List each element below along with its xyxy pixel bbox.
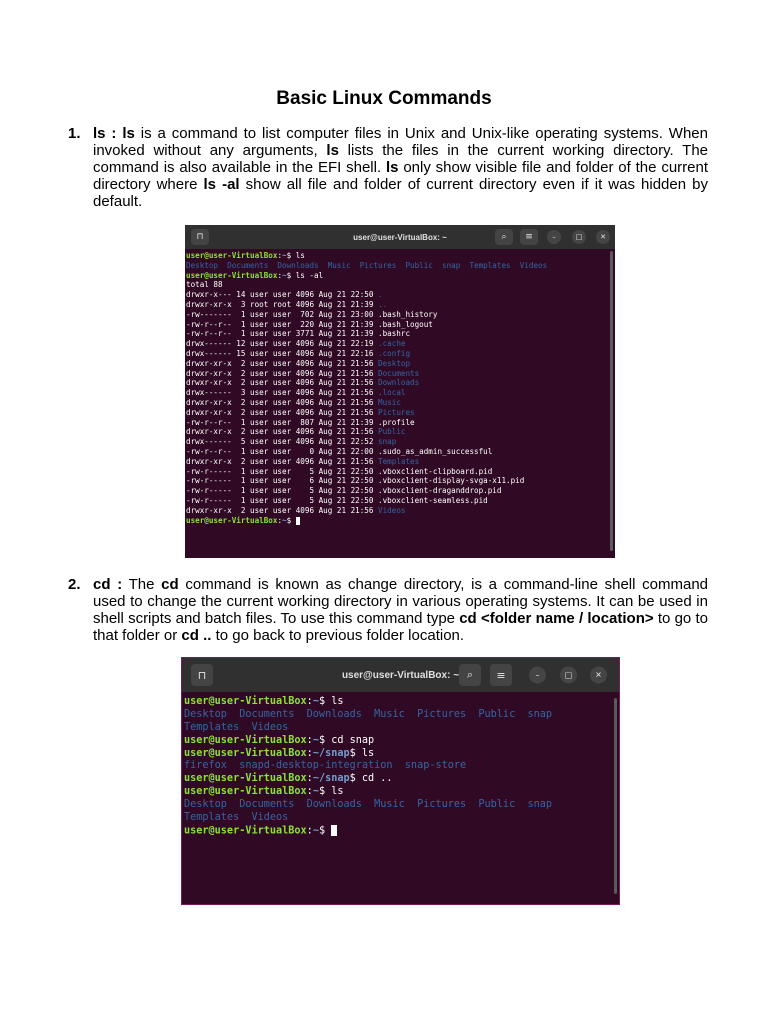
terminal-title: user@user-VirtualBox: ~: [341, 669, 460, 681]
terminal-line: [186, 329, 615, 339]
terminal-text: drwxr-xr-x 2 user user 4096 Aug 21 21:56: [186, 358, 379, 368]
terminal-text: Desktop: [378, 358, 411, 368]
close-icon[interactable]: ✕: [596, 230, 610, 244]
terminal-line: [186, 447, 615, 457]
terminal-text: firefox snapd-desktop-integration snap-store: [184, 760, 467, 772]
terminal-text: Desktop Documents Downloads Music Pictures Public snap: [184, 708, 553, 720]
terminal-titlebar: [182, 658, 619, 692]
terminal-text: drwxr-xr-x 2 user user 4096 Aug 21 21:56: [186, 397, 379, 407]
terminal-line: [186, 320, 615, 330]
terminal-text: user@user-VirtualBox: [184, 747, 307, 759]
body-text: to go back to previous folder location.: [211, 627, 465, 644]
item-body: [93, 125, 708, 210]
terminal-text: :: [277, 270, 283, 280]
terminal-line: [186, 398, 615, 408]
terminal-line: [186, 300, 615, 310]
terminal-text: Videos: [378, 505, 406, 515]
body-text: show all file and folder of current directory even if it was hidden by default.: [93, 176, 708, 210]
terminal-text: -rw-r--r-- 1 user user 3771 Aug 21 21:39 .bashrc: [186, 329, 411, 339]
terminal-text: :: [306, 747, 313, 759]
terminal-text: Pictures: [378, 407, 415, 417]
terminal-text: user@user-VirtualBox: [184, 734, 307, 746]
scrollbar[interactable]: [614, 698, 617, 894]
terminal-text: snap: [378, 437, 397, 447]
terminal-line: [186, 271, 615, 281]
item-body: [93, 576, 708, 644]
terminal-line: [186, 359, 615, 369]
terminal-line: [186, 467, 615, 477]
terminal-text: ~: [312, 696, 319, 707]
terminal-line: [184, 709, 619, 722]
terminal-line: [184, 735, 619, 748]
terminal-text: drwxr-xr-x 2 user user 4096 Aug 21 21:56: [186, 378, 379, 388]
terminal-line: [184, 799, 619, 812]
terminal-text: -rw-r--r-- 1 user user 0 Aug 21 22:00 .sudo_as_admin_successful: [186, 446, 493, 456]
terminal-text: Music: [378, 397, 401, 407]
terminal-text: drwxr-x--- 14 user user 4096 Aug 21 22:50: [186, 290, 379, 300]
terminal-text: .config: [378, 348, 411, 358]
terminal-line: [186, 378, 615, 388]
terminal-text: $ ls: [286, 251, 305, 260]
item-number: 2.: [68, 576, 81, 593]
terminal-line: [184, 812, 619, 825]
hamburger-menu-icon[interactable]: ≡: [490, 664, 512, 686]
bold-text: ls: [326, 142, 339, 159]
body-text: lists the files in the current working directory. The command is also available in the EFI shell.: [93, 142, 708, 176]
terminal-line: [186, 427, 615, 437]
terminal-text: drwx------ 5 user user 4096 Aug 21 22:52: [186, 437, 379, 447]
body-text: only show visible file and folder of the current directory where: [93, 159, 708, 193]
terminal-screenshot-cd: [181, 657, 620, 905]
terminal-tab-icon[interactable]: ⊓: [191, 229, 209, 245]
terminal-line: [186, 280, 615, 290]
maximize-icon[interactable]: □: [560, 667, 577, 684]
terminal-text: $ ls -al: [286, 270, 324, 280]
terminal-line: [186, 349, 615, 359]
terminal-line: [186, 457, 615, 467]
terminal-line: [186, 339, 615, 349]
terminal-text: :: [306, 696, 313, 707]
search-icon[interactable]: ⌕: [495, 229, 513, 245]
terminal-screenshot-ls: [185, 225, 615, 558]
terminal-text: $ ls: [349, 747, 375, 759]
bold-text: ls : ls: [93, 125, 135, 142]
terminal-cursor: [331, 825, 337, 836]
terminal-text: drwxr-xr-x 2 user user 4096 Aug 21 21:56: [186, 368, 379, 378]
bold-text: ls: [385, 159, 399, 176]
terminal-tab-icon[interactable]: ⊓: [191, 664, 213, 686]
terminal-text: -rw-r----- 1 user user 6 Aug 21 22:50 .vboxclient-display-svga-x11.pid: [186, 476, 525, 486]
terminal-output: [182, 692, 619, 838]
terminal-text: Desktop Documents Downloads Music Pictures Public snap Templates Videos: [186, 260, 548, 270]
terminal-line: [186, 506, 615, 516]
terminal-text: Downloads: [378, 378, 420, 388]
terminal-text: .: [378, 290, 383, 300]
terminal-text: user@user-VirtualBox: [184, 773, 307, 785]
body-text: The: [122, 576, 162, 593]
terminal-text: user@user-VirtualBox: [186, 515, 278, 525]
terminal-line: [184, 748, 619, 761]
terminal-text: -rw-r--r-- 1 user user 220 Aug 21 21:39 .bash_logout: [186, 319, 433, 329]
terminal-text: $ ls: [318, 696, 344, 707]
list-item-cd: [68, 576, 708, 644]
terminal-line: [186, 310, 615, 320]
terminal-text: $ cd ..: [349, 773, 393, 785]
terminal-line: [186, 408, 615, 418]
minimize-icon[interactable]: –: [547, 230, 561, 244]
terminal-text: Desktop Documents Downloads Music Pictures Public snap: [184, 799, 553, 811]
terminal-line: [184, 773, 619, 786]
terminal-text: Templates: [378, 456, 420, 466]
scrollbar[interactable]: [610, 251, 613, 551]
maximize-icon[interactable]: □: [572, 230, 586, 244]
terminal-text: total 88: [186, 280, 223, 290]
terminal-line: [186, 251, 615, 261]
terminal-text: ~: [282, 270, 287, 280]
terminal-text: $: [286, 515, 296, 525]
terminal-text: Public: [378, 427, 406, 437]
terminal-text: :: [306, 825, 313, 837]
terminal-text: -rw-r----- 1 user user 5 Aug 21 22:50 .vboxclient-clipboard.pid: [186, 466, 493, 476]
close-icon[interactable]: ✕: [590, 667, 607, 684]
terminal-text: -rw-r----- 1 user user 5 Aug 21 22:50 .vboxclient-seamless.pid: [186, 495, 488, 505]
terminal-text: $: [318, 825, 332, 837]
body-text: to go to that folder or: [93, 610, 708, 644]
terminal-text: $ ls: [318, 786, 344, 798]
terminal-line: [184, 760, 619, 773]
terminal-line: [186, 290, 615, 300]
terminal-text: :: [277, 251, 283, 260]
terminal-text: :: [277, 515, 283, 525]
terminal-text: Documents: [378, 368, 420, 378]
terminal-text: drwxr-xr-x 2 user user 4096 Aug 21 21:56: [186, 456, 379, 466]
terminal-text: ~: [312, 825, 319, 837]
terminal-text: drwxr-xr-x 2 user user 4096 Aug 21 21:56: [186, 407, 379, 417]
terminal-line: [186, 476, 615, 486]
bold-text: cd :: [93, 576, 123, 593]
terminal-text: user@user-VirtualBox: [184, 696, 307, 707]
terminal-line: [186, 437, 615, 447]
bold-text: cd ..: [181, 627, 212, 644]
terminal-text: ~: [282, 515, 287, 525]
bold-text: cd <folder name / location>: [459, 610, 654, 627]
body-text: command is known as change directory, is a command-line shell command used to change the current working directory in various operating systems. It can be used in shell scripts and batch files. To use this command type: [93, 576, 708, 627]
terminal-text: :: [306, 773, 313, 785]
bold-text: cd: [161, 576, 179, 593]
terminal-text: Templates Videos: [184, 721, 289, 733]
terminal-text: ~: [312, 734, 319, 746]
hamburger-menu-icon[interactable]: ≡: [520, 229, 538, 245]
terminal-text: ..: [378, 299, 388, 309]
terminal-text: drwx------ 15 user user 4096 Aug 21 22:16: [186, 348, 379, 358]
terminal-line: [186, 486, 615, 496]
terminal-text: Templates Videos: [184, 812, 289, 824]
terminal-text: ~: [282, 251, 287, 260]
bold-text: ls -al: [203, 176, 240, 193]
item-number: 1.: [68, 125, 81, 142]
terminal-titlebar: [185, 225, 615, 249]
terminal-text: drwxr-xr-x 2 user user 4096 Aug 21 21:56: [186, 427, 379, 437]
terminal-text: user@user-VirtualBox: [186, 270, 278, 280]
terminal-cursor: [296, 517, 300, 525]
search-icon[interactable]: ⌕: [459, 664, 481, 686]
list-item-ls: [68, 125, 708, 210]
terminal-line: [186, 496, 615, 506]
terminal-line: [184, 696, 619, 709]
terminal-line: [186, 418, 615, 428]
terminal-text: -rw-r----- 1 user user 5 Aug 21 22:50 .vboxclient-draganddrop.pid: [186, 486, 502, 496]
terminal-line: [184, 786, 619, 799]
terminal-line: [186, 516, 615, 526]
terminal-text: drwx------ 3 user user 4096 Aug 21 21:56: [186, 388, 379, 398]
terminal-text: $ cd snap: [318, 734, 375, 746]
terminal-text: drwxr-xr-x 3 root root 4096 Aug 21 21:39: [186, 299, 379, 309]
minimize-icon[interactable]: –: [529, 667, 546, 684]
terminal-text: -rw------- 1 user user 702 Aug 21 23:00 .bash_history: [186, 309, 438, 319]
terminal-line: [186, 369, 615, 379]
terminal-text: ~/snap: [312, 747, 350, 759]
page-title: Basic Linux Commands: [276, 88, 492, 109]
terminal-text: user@user-VirtualBox: [184, 786, 307, 798]
terminal-text: :: [306, 786, 313, 798]
terminal-text: :: [306, 734, 313, 746]
terminal-text: .local: [378, 388, 406, 398]
terminal-line: [186, 388, 615, 398]
terminal-text: ~/snap: [312, 773, 350, 785]
terminal-text: ~: [312, 786, 319, 798]
terminal-line: [186, 261, 615, 271]
terminal-line: [184, 722, 619, 735]
terminal-title: user@user-VirtualBox: ~: [353, 232, 447, 242]
terminal-text: drwx------ 12 user user 4096 Aug 21 22:19: [186, 339, 379, 349]
terminal-text: .cache: [378, 339, 406, 349]
terminal-output: [185, 249, 615, 525]
terminal-text: -rw-r--r-- 1 user user 807 Aug 21 21:39 .profile: [186, 417, 415, 427]
terminal-text: user@user-VirtualBox: [184, 825, 307, 837]
terminal-line: [184, 825, 619, 838]
terminal-text: user@user-VirtualBox: [186, 251, 278, 260]
body-text: is a command to list computer files in Unix and Unix-like operating systems. When invoked without any arguments,: [93, 125, 708, 159]
terminal-text: drwxr-xr-x 2 user user 4096 Aug 21 21:56: [186, 505, 379, 515]
